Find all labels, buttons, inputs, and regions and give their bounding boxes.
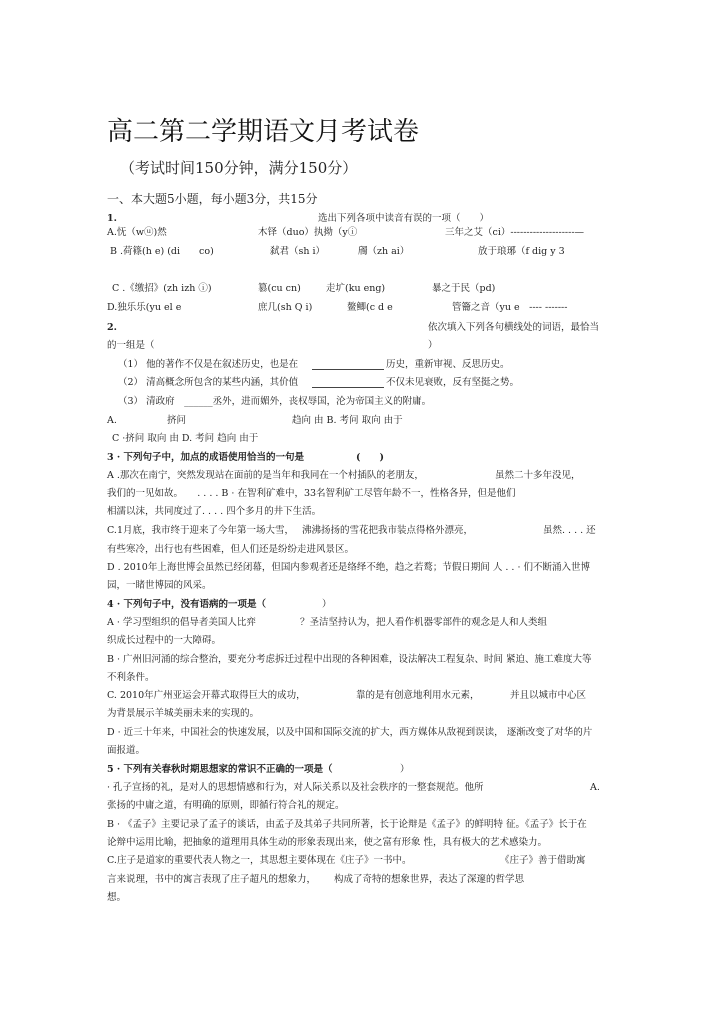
option-text: 张扬的中庸之道，有明确的原则，即循行符合礼的规定。	[107, 800, 345, 811]
option-text: 为背景展示羊城美丽未来的实现的。	[107, 708, 260, 719]
exam-info: （考试时间150分钟，满分150分）	[120, 159, 358, 177]
page-title: 高二第二学期语文月考试卷	[107, 117, 420, 147]
option-text: 弑君（sh i）	[270, 246, 326, 257]
option-text: C. 2010年广州亚运会开幕式取得巨大的成功，	[107, 690, 306, 701]
option-text: 沸沸扬扬的雪花把我市装点得格外漂亮，	[302, 525, 474, 536]
sentence-text: 不仅未见衰败，反有坚挺之势。	[386, 377, 520, 388]
option-text: C.1月底，我市终于迎来了今年第一场大雪，	[107, 525, 294, 536]
section-heading: 一、本大题5小题，每小题3分，共15分	[107, 192, 318, 206]
option-text: 木铎（duo）执拗（yⓘ	[258, 227, 358, 238]
answer-paren: ( )	[356, 452, 384, 463]
option-text: 管籥之音（yu e ---- -------	[452, 302, 568, 313]
option-text: D . 2010年上海世博会虽然已经闭幕，但国内参观者还是络绎不绝，趋之若鹜；节假日期间 人 . . · 们不断涌入世博	[107, 562, 591, 573]
option-text: 斶（zh ai）	[358, 246, 410, 257]
sentence-text: （3） 清政府 ______丞外，进而媚外，丧权辱国，沦为帝国主义的附庸。	[118, 396, 432, 407]
option-text: B .荷篠(h e) (di co)	[110, 246, 214, 257]
blank-line	[312, 369, 384, 370]
sentence-text: （1） 他的著作不仅是在叙述历史，也是在	[118, 359, 299, 370]
option-text: 虽然二十多年没见，	[495, 470, 581, 481]
option-text: · 孔子宣扬的礼，是对人的思想情感和行为，对人际关系以及社会秩序的一整套规范。他所	[107, 782, 484, 793]
option-text: 放于琅琊（f dig y 3	[478, 246, 565, 257]
option-text: 靠的是有创意地利用水元素，	[356, 690, 480, 701]
question-stem: 4 · 下列句子中，没有语病的一项是（	[107, 599, 267, 610]
option-text: B · 广州旧河涌的综合整治，要充分考虑拆迁过程中出现的各种困难，设法解决工程复杂、时间 紧迫、施工难度大等	[107, 654, 592, 665]
question-number: 1.	[107, 213, 117, 224]
option-text: D · 近三十年来，中国社会的快速发展，以及中国和国际交流的扩大，西方媒体从敌视到误读， 逐渐改变了对华的片	[107, 727, 593, 738]
option-text: 园，一睹世博园的风采。	[107, 580, 212, 591]
answer-paren: ）	[400, 764, 410, 775]
option-text: ？圣洁坚持认为，把人看作机器零部件的观念是人和人类组	[300, 617, 548, 628]
option-text: A.	[590, 782, 600, 793]
option-text: 不利条件。	[107, 672, 155, 683]
option-text: C.庄子是道家的重要代表人物之一，其思想主要体现在《庄子》一书中。	[107, 855, 412, 866]
option-text: A.怃（wⓤ)然	[107, 227, 167, 238]
option-text: 挤问	[167, 415, 187, 426]
question-stem: 依次填入下列各句横线处的词语，最恰当	[428, 322, 600, 333]
option-text: 言来说理，书中的寓言表现了庄子超凡的想象力，	[107, 874, 317, 885]
option-text: 构成了奇特的想象世界，表达了深邃的哲学思	[334, 874, 525, 885]
option-text: 并且以城市中心区	[510, 690, 587, 701]
question-stem: 3 · 下列句子中，加点的成语使用恰当的一句是	[107, 452, 305, 463]
sentence-text: （2） 清高概念所包含的某些内涵，其价值	[118, 377, 299, 388]
option-text: 篡(cu cn)	[258, 283, 301, 294]
option-text: 有些寒冷，出行也有些困难，但人们还是纷纷走进风景区。	[107, 544, 355, 555]
option-text: 虽然. . . . 还	[543, 525, 596, 536]
question-stem: ）	[428, 340, 438, 351]
blank-line	[312, 387, 384, 388]
question-stem: 5 · 下列有关春秋时期思想家的常识不正确的一项是（	[107, 764, 333, 775]
option-text: D.独乐乐(yu el e	[107, 302, 182, 313]
option-text: 织成长过程中的一大障碍。	[107, 635, 222, 646]
option-text: 庶几(sh Q i)	[258, 302, 313, 313]
option-text: A · 学习型组织的倡导者美国人比弈	[107, 617, 256, 628]
option-text: 论辩中运用比喻，把抽象的道理用具体生动的形象表现出来，使之富有形象 性，具有极大的艺术感染力。	[107, 837, 548, 848]
answer-paren: ）	[322, 599, 332, 610]
question-stem: 选出下列各项中读音有误的一项（ ）	[318, 213, 490, 224]
option-text: 三年之艾（ci）--------------------—	[445, 227, 585, 238]
sentence-text: 历史，重新审视、反思历史。	[386, 359, 510, 370]
option-text: 《庄子》善于借助寓	[500, 855, 586, 866]
option-text: C .《缴招》(zh izh ⓘ)	[112, 283, 212, 294]
option-text: C ·挤问 取向 由 D. 考问 趋向 由于	[112, 433, 259, 444]
option-text: 走圹(ku eng)	[326, 283, 386, 294]
question-stem: 的一组是（	[107, 340, 155, 351]
option-text: 想。	[107, 892, 127, 903]
question-number: 2.	[107, 322, 117, 333]
option-text: 鳌鲫(c d e	[347, 302, 393, 313]
option-text: 暴之于民（pd)	[432, 283, 496, 294]
option-text: 相濡以沫，共同度过了. . . . 四个多月的井下生活。	[107, 506, 322, 517]
option-text: B · 《孟子》主要记录了孟子的谈话，由孟子及其弟子共同所著，长于论辩是《孟子》的鲜明特 征。《孟子》长于在	[107, 819, 587, 830]
option-text: A .那次在南宁，突然发现站在面前的是当年和我同在一个村插队的老朋友，	[107, 470, 424, 481]
option-text: 趋向 由 B. 考问 取向 由于	[292, 415, 403, 426]
option-text: 我们的一见如故。 . . . . B · 在智利矿难中，33名智利矿工尽管年龄不一，性格各异，但是他们	[107, 488, 516, 499]
option-text: 面报道。	[107, 745, 146, 756]
option-text: A.	[107, 415, 117, 426]
